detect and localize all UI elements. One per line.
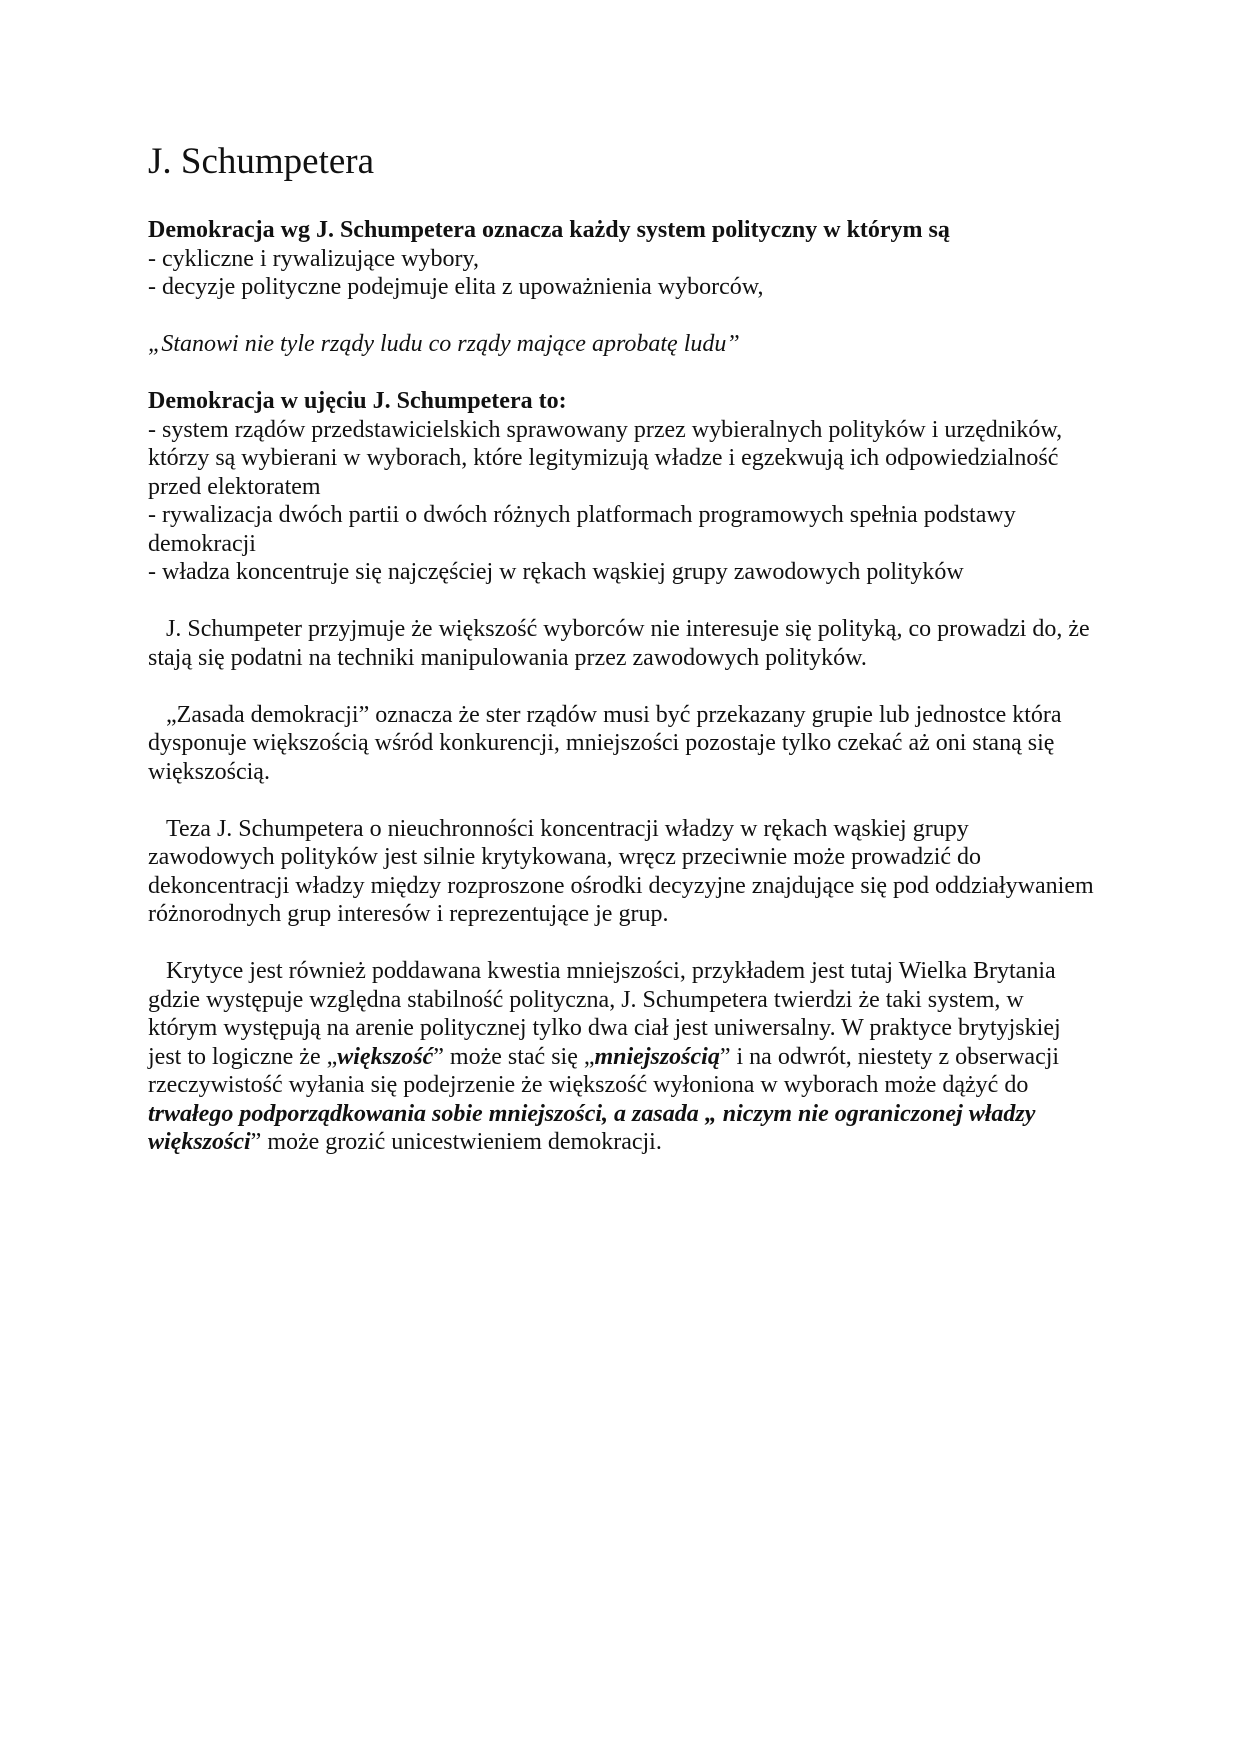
document-title: J. Schumpetera [148,141,375,182]
section1-item: - cykliczne i rywalizujące wybory, [148,245,479,272]
spacer [148,359,1098,388]
paragraph-4-text: ” może stać się „ [433,1043,595,1070]
section1-item: - decyzje polityczne podejmuje elita z upoważnienia wyborców, [148,274,764,300]
emphasis-minority: mniejszością [594,1043,720,1070]
emphasis-majority: większość [337,1043,434,1070]
spacer [148,786,1098,815]
spacer [148,672,1098,701]
paragraph-3: Teza J. Schumpetera o nieuchronności koncentracji władzy w rękach wąskiej grupy zawodowych polityków jest silnie krytykowana, wręcz przeciwnie może prowadzić do dekoncentracji władzy między rozproszone ośrodki decyzyjne znajdujące się pod oddziaływaniem różnorodnych grup interesów i reprezentujące je grup. [148,815,1094,927]
document-content [148,140,1098,1157]
paragraph-4-text: ” i na odwrót, niestety z obserwacji rzeczywistość wyłania się podejrzenie że większość wyłoniona w wyborach może dążyć do [148,1043,1060,1098]
quote: „Stanowi nie tyle rządy ludu co rządy mające aprobatę ludu” [148,331,740,357]
emphasis-phrase: trwałego podporządkowania sobie mniejszości, a zasada „ niczym nie ograniczonej władzy większości [148,1100,1036,1155]
spacer [148,929,1098,958]
paragraph-4-text: Krytyce jest również poddawana kwestia mniejszości, przykładem jest tutaj Wielka Brytania gdzie występuje względna stabilność polityczna, J. Schumpetera twierdzi że taki system, w którym występują na arenie politycznej tylko dwa ciał jest uniwersalny. W praktyce brytyjskiej jest to logiczne że „ [148,958,1061,1070]
paragraph-4 [148,957,1098,1157]
section1-heading: Demokracja wg J. Schumpetera oznacza każdy system polityczny w którym są [148,217,950,243]
paragraph-2: „Zasada demokracji” oznacza że ster rządów musi być przekazany grupie lub jednostce która dysponuje większością wśród konkurencji, mniejszości pozostaje tylko czekać aż oni staną się większością. [148,701,1062,785]
section2-item: - władza koncentruje się najczęściej w rękach wąskiej grupy zawodowych polityków [148,559,964,585]
section2-item: - rywalizacja dwóch partii o dwóch różnych platformach programowych spełnia podstawy demokracji [148,502,1016,557]
section2-item: - system rządów przedstawicielskich sprawowany przez wybieralnych polityków i urzędników, którzy są wybierani w wyborach, które legitymizują władze i egzekwują ich odpowiedzialność przed elektoratem [148,416,1063,500]
spacer [148,587,1098,616]
spacer [148,302,1098,331]
section2-heading: Demokracja w ujęciu J. Schumpetera to: [148,388,567,414]
paragraph-1: J. Schumpeter przyjmuje że większość wyborców nie interesuje się polityką, co prowadzi do, że stają się podatni na techniki manipulowania przez zawodowych polityków. [148,616,1090,671]
paragraph-4-text: ” może grozić unicestwieniem demokracji. [250,1129,662,1155]
